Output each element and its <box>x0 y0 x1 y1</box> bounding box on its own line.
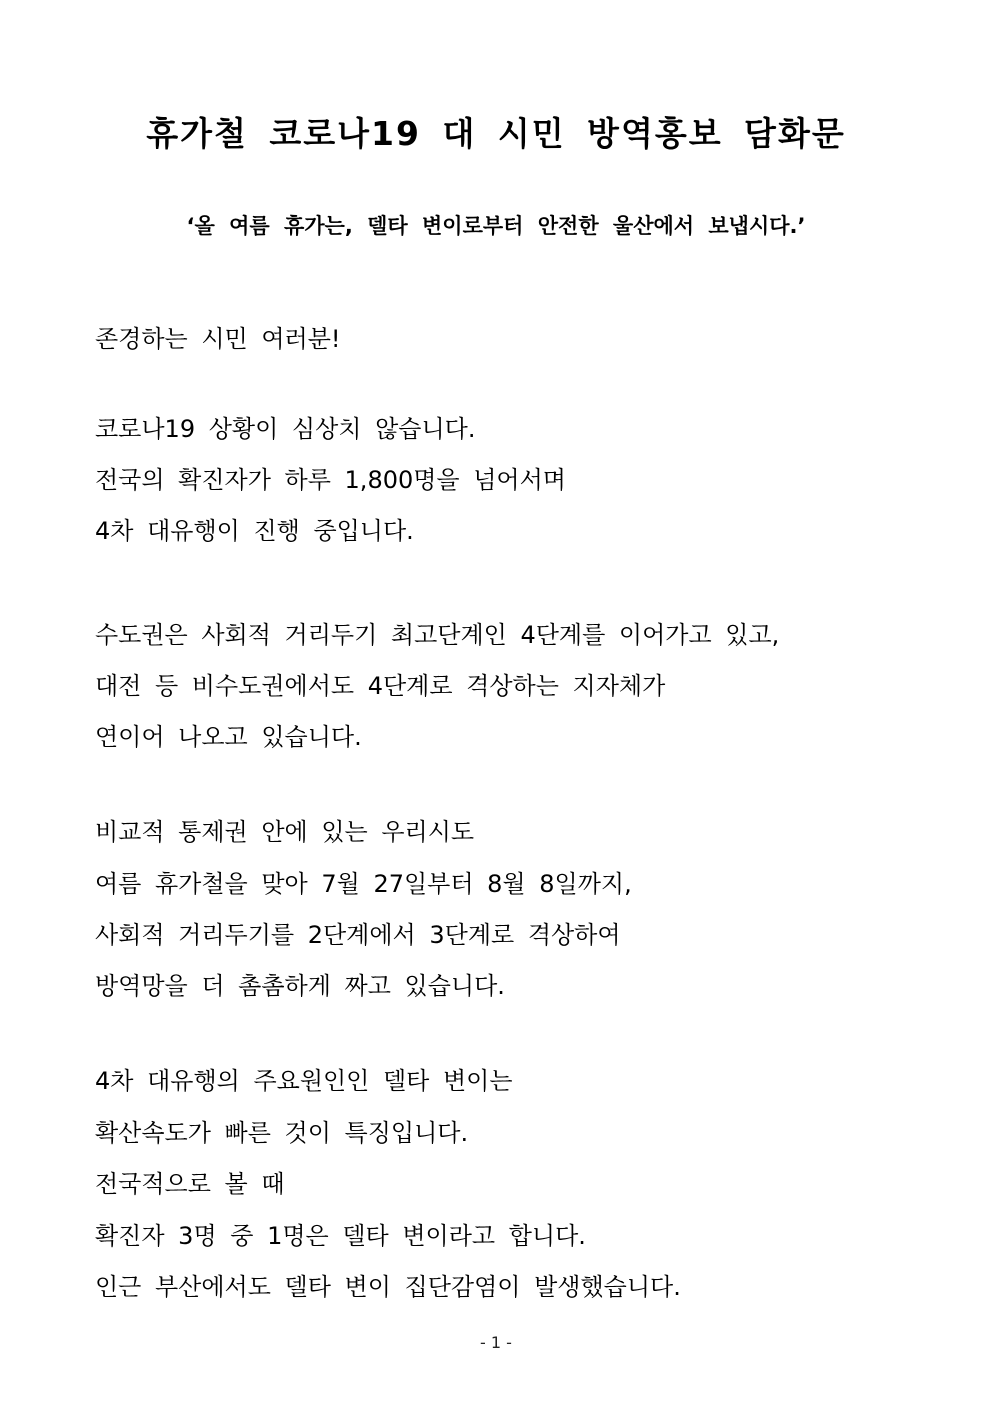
paragraph-line: 코로나19 상황이 심상치 않습니다. <box>95 415 476 443</box>
paragraph-line: 수도권은 사회적 거리두기 최고단계인 4단계를 이어가고 있고, <box>95 621 780 649</box>
paragraph-line: 여름 휴가철을 맞아 7월 27일부터 8월 8일까지, <box>95 870 632 898</box>
paragraph-line: 방역망을 더 촘촘하게 짜고 있습니다. <box>95 972 505 1000</box>
paragraph-line: 비교적 통제권 안에 있는 우리시도 <box>95 818 475 846</box>
document-title: 휴가철 코로나19 대 시민 방역홍보 담화문 <box>146 114 846 153</box>
paragraph-line: 사회적 거리두기를 2단계에서 3단계로 격상하여 <box>95 921 621 949</box>
document-subtitle: ‘올 여름 휴가는, 델타 변이로부터 안전한 울산에서 보냅시다.’ <box>186 214 806 238</box>
paragraph-line: 전국적으로 볼 때 <box>95 1170 285 1198</box>
paragraph-line: 대전 등 비수도권에서도 4단계로 격상하는 지자체가 <box>95 672 666 700</box>
paragraph-line: 확진자 3명 중 1명은 델타 변이라고 합니다. <box>95 1222 586 1250</box>
paragraph-line: 확산속도가 빠른 것이 특징입니다. <box>95 1119 469 1147</box>
paragraph-line: 연이어 나오고 있습니다. <box>95 723 362 751</box>
paragraph-line: 4차 대유행이 진행 중입니다. <box>95 517 414 545</box>
paragraph-line: 전국의 확진자가 하루 1,800명을 넘어서며 <box>95 466 566 494</box>
page-number: - 1 - <box>480 1333 512 1352</box>
greeting: 존경하는 시민 여러분! <box>95 325 341 353</box>
paragraph-line: 인근 부산에서도 델타 변이 집단감염이 발생했습니다. <box>95 1273 681 1301</box>
paragraph-line: 4차 대유행의 주요원인인 델타 변이는 <box>95 1067 513 1095</box>
